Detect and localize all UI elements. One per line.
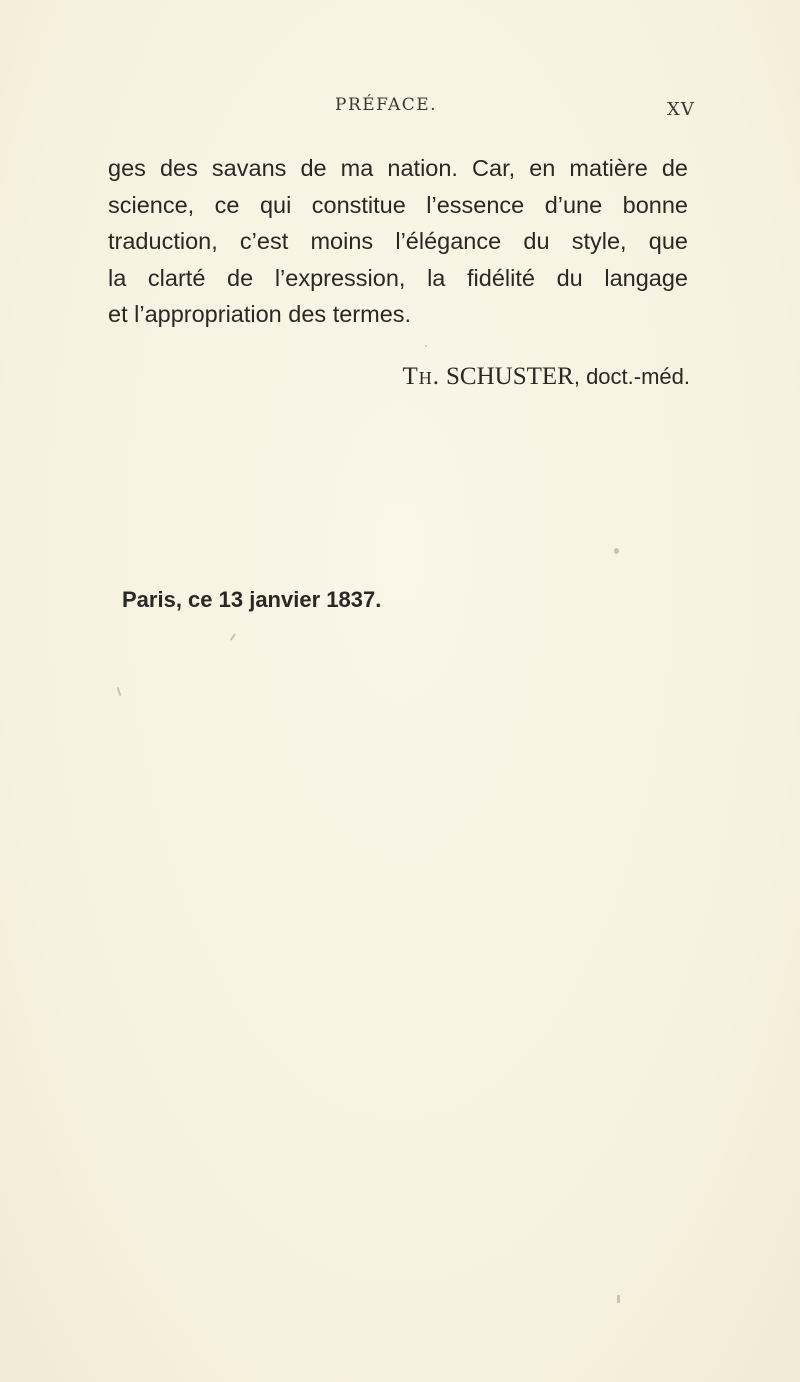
dateline: Paris, ce 13 janvier 1837.	[122, 587, 382, 612]
paper-speck	[230, 633, 236, 641]
running-title: PRÉFACE.	[335, 95, 438, 115]
text-line: science, ce qui constitue l’essence d’une bonne	[108, 191, 688, 218]
text-line: et l’appropriation des termes.	[108, 301, 412, 327]
preface-paragraph	[108, 150, 688, 333]
running-header	[0, 95, 800, 125]
author-signature	[290, 363, 690, 391]
page-number: XV	[667, 99, 695, 120]
text-line: ges des savans de ma nation. Car, en matière de	[108, 155, 688, 181]
text-line: la clarté de l’expression, la fidélité du langage	[108, 264, 688, 291]
text-line: traduction, c’est moins l’élégance du style, que	[108, 228, 688, 254]
signature-name: SCHUSTER	[446, 363, 574, 390]
paper-speck	[425, 345, 427, 347]
signature-title: , doct.-méd.	[573, 364, 690, 389]
paper-speck	[617, 1295, 620, 1303]
signature-initial: Th.	[402, 363, 441, 390]
paper-speck	[117, 687, 122, 696]
paper-speck	[614, 548, 619, 554]
